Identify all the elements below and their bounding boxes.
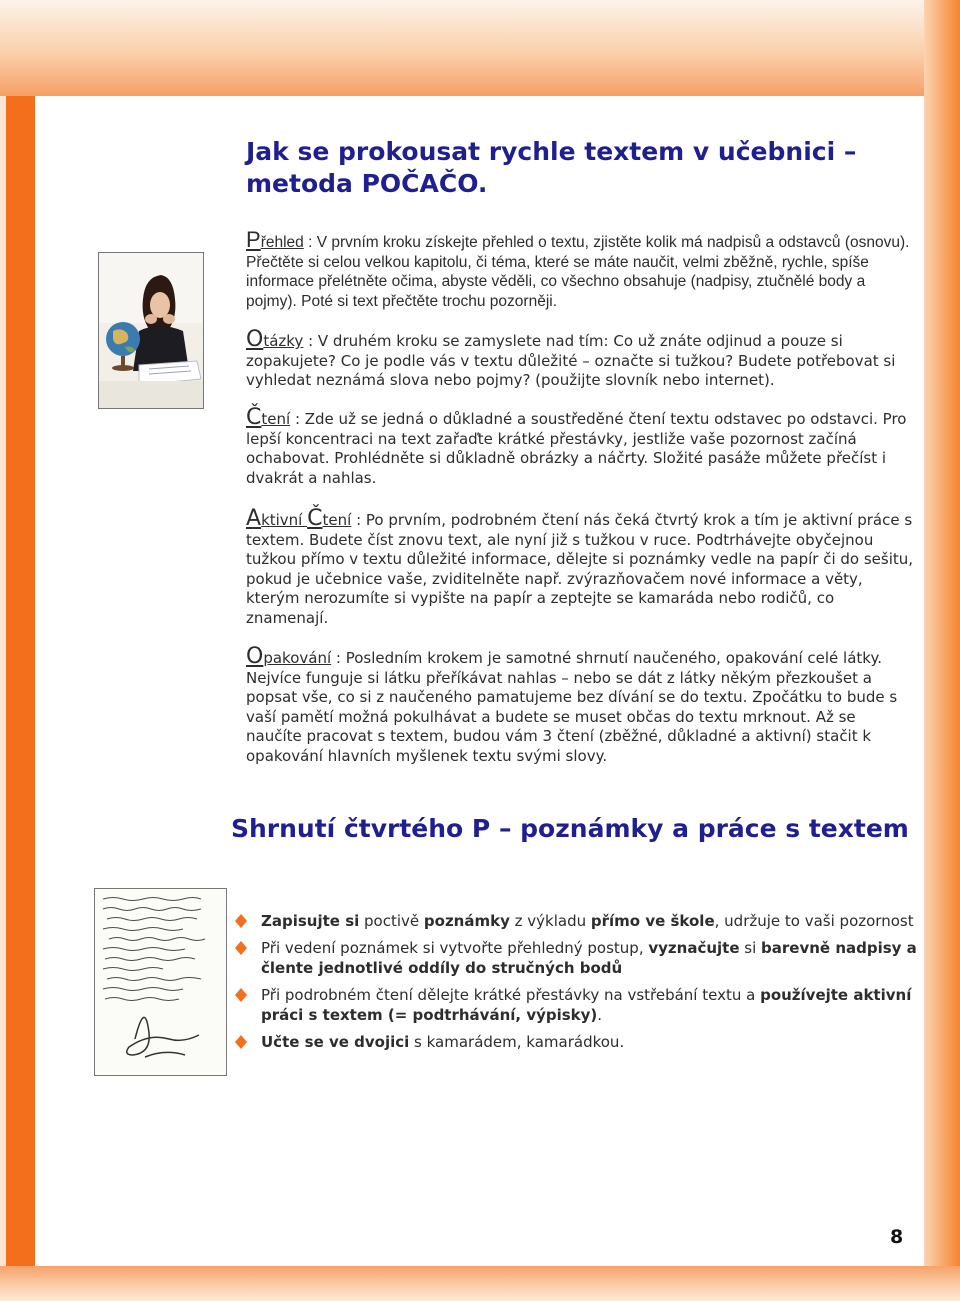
list-item: [233, 985, 923, 1025]
list-item: [233, 938, 923, 978]
page-number: 8: [890, 1226, 904, 1248]
section-text: : Zde už se jedná o důkladné a soustředěné čtení textu odstavec po odstavci. Pro lepší koncentraci na text zařaďte krátké přestávky, jestliže vaše pozornost začíná ochabovat. Prohlédněte si důkladně obrázky a náčrty. Složité pasáže můžete přečíst i dvakrát a nahlas.: [246, 410, 907, 487]
bullet-bold-text: vyznačujte: [648, 939, 740, 957]
section-keyword: tení: [261, 410, 291, 428]
bullet-text: , udržuje to vaši pozornost: [714, 912, 914, 930]
right-decor-band: [924, 0, 960, 1301]
bullet-bold-text: Učte se ve dvojici: [261, 1033, 410, 1051]
bullet-bold-text: barevně nadpisy a člente jednotlivé oddíly do stručných bodů: [261, 939, 917, 977]
bullet-text: .: [597, 1006, 603, 1024]
diamond-bullet-icon: [235, 988, 247, 1002]
bullet-text: s kamarádem, kamarádkou.: [409, 1033, 625, 1051]
bullet-text: si: [739, 939, 762, 957]
diamond-bullet-icon: [235, 941, 247, 955]
diamond-bullet-icon: [235, 914, 247, 928]
section-text: : Posledním krokem je samotné shrnutí naučeného, opakování celé látky. Nejvíce funguje si látku přeříkávat nahlas – nebo se dát z látky někým přezkoušet a popsat vše, co si z naučeného pamatujeme bez dívání se do textu. Zpočátku to bude s vaší pamětí možná pokulhávat a budete se muset občas do textu mrknout. Až se naučíte pracovat s textem, budou vám 3 čtení (zběžné, důkladné a aktivní) stačit k opakování hlavních myšlenek textu svými slovy.: [246, 649, 898, 765]
bullet-bold-text: přímo ve škole: [590, 912, 715, 930]
section-initial: O: [246, 644, 264, 669]
summary-heading: Shrnutí čtvrtého P – poznámky a práce s textem: [231, 814, 909, 843]
section-prehled: [246, 227, 914, 311]
bullet-bold-text: používejte aktivní práci s textem (= podtrhávání, výpisky): [261, 986, 912, 1024]
section-text: : V druhém kroku se zamyslete nad tím: Co už znáte odjinud a pouze si zopakujete? Co je podle vás v textu důležité – označte si tužkou? Budete potřebovat si vyhledat neznámá slova nebo pojmy? (použijte slovník nebo internet).: [246, 332, 896, 389]
bullet-text: Při vedení poznámek si vytvořte přehledný postup,: [261, 939, 649, 957]
section-text: : V prvním kroku získejte přehled o textu, zjistěte kolik má nadpisů a odstavců (osnovu). Přečtěte si celou velkou kapitolu, či téma, které se máte naučit, velmi zběžně, rychle, spíše informace přelétněte očima, abyste věděli, co všechno obsahuje (nadpisy, ztučnělé body a pojmy). Poté si text přečtěte trochu pozorněji.: [246, 234, 910, 310]
bullet-text: z výkladu: [509, 912, 591, 930]
section-initial: O: [246, 327, 264, 352]
section-keyword: řehled: [260, 234, 304, 251]
top-decor-band: [0, 0, 960, 96]
section-text: : Po prvním, podrobném čtení nás čeká čtvrtý krok a tím je aktivní práce s textem. Budete číst znovu text, ale nyní již s tužkou v ruce. Podtrhávejte obyčejnou tužkou přímo v textu důležité informace, dělejte si poznámky vedle na papír či do sešitu, pokud je učebnice vaše, zviditelněte např. zvýrazňovačem nové informace a věty, kterým nerozumíte si vypište na papír a zeptejte se kamaráda nebo rodičů, co znamenají.: [246, 511, 914, 627]
left-accent-bar: [6, 96, 35, 1266]
section-initial-second: Č: [307, 506, 323, 531]
bottom-decor-band: [0, 1266, 960, 1301]
bullet-text: poctivě: [359, 912, 424, 930]
section-cteni: [246, 405, 914, 488]
diamond-bullet-icon: [235, 1035, 247, 1049]
bullet-bold-text: poznámky: [423, 912, 510, 930]
section-initial: A: [246, 506, 262, 531]
student-with-globe-photo: [98, 252, 204, 409]
section-initial: P: [246, 227, 261, 252]
summary-bullet-list: [233, 911, 923, 1059]
section-opakovani: [246, 644, 914, 766]
section-otazky: [246, 327, 914, 391]
section-keyword: pakování: [263, 649, 332, 667]
bullet-text: Při podrobném čtení dělejte krátké přestávky na vstřebání textu a: [261, 986, 761, 1004]
section-aktivni-cteni: [246, 506, 914, 628]
list-item: [233, 1032, 923, 1052]
handwritten-notes-photo: [94, 888, 227, 1076]
section-initial: Č: [246, 405, 262, 430]
section-keyword: ktivní: [261, 511, 308, 529]
list-item: [233, 911, 923, 931]
section-keyword-second: tení: [322, 511, 352, 529]
section-keyword: tázky: [263, 332, 304, 350]
page-title: Jak se prokousat rychle textem v učebnici – metoda POČAČO.: [246, 137, 857, 198]
bullet-bold-text: Zapisujte si: [261, 912, 360, 930]
